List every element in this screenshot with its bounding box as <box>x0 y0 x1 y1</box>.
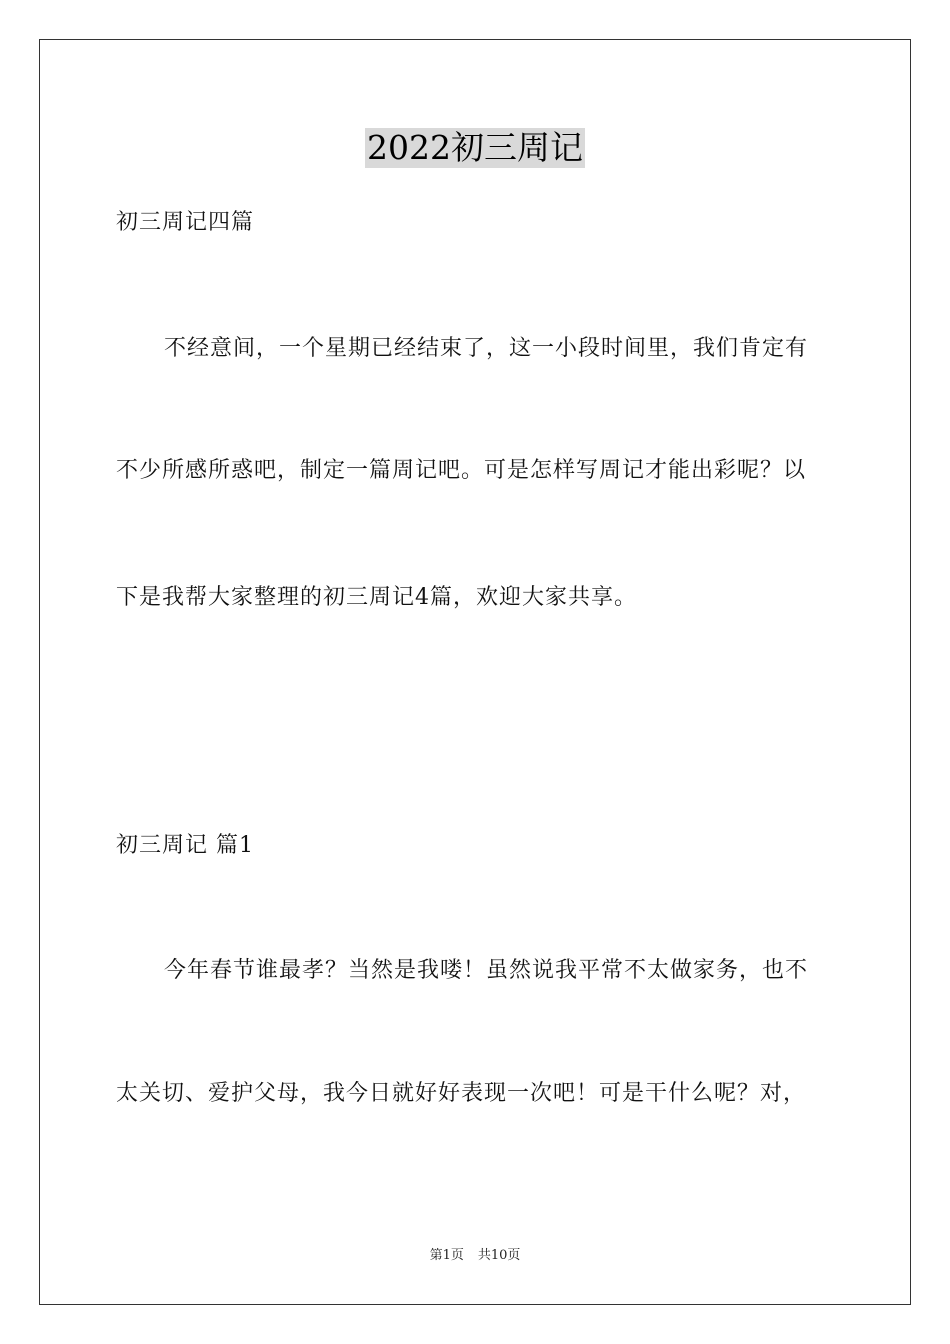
page-number: 第1页 <box>429 1248 464 1263</box>
paragraph-line: 下是我帮大家整理的初三周记4篇，欢迎大家共享。 <box>116 585 637 610</box>
page-footer <box>0 1247 950 1265</box>
title-container <box>0 128 950 168</box>
section-heading: 初三周记 篇1 <box>116 833 254 858</box>
paragraph-line: 不经意间，一个星期已经结束了，这一小段时间里，我们肯定有 <box>164 336 809 361</box>
paragraph-line: 太关切、爱护父母，我今日就好好表现一次吧！可是干什么呢？对， <box>116 1081 807 1106</box>
subtitle-line: 初三周记四篇 <box>116 210 255 235</box>
paragraph-line: 今年春节谁最孝？当然是我喽！虽然说我平常不太做家务，也不 <box>164 958 809 983</box>
page-total: 共10页 <box>477 1248 521 1263</box>
paragraph-line: 不少所感所惑吧，制定一篇周记吧。可是怎样写周记才能出彩呢？以 <box>116 458 807 483</box>
document-title: 2022初三周记 <box>367 128 583 167</box>
